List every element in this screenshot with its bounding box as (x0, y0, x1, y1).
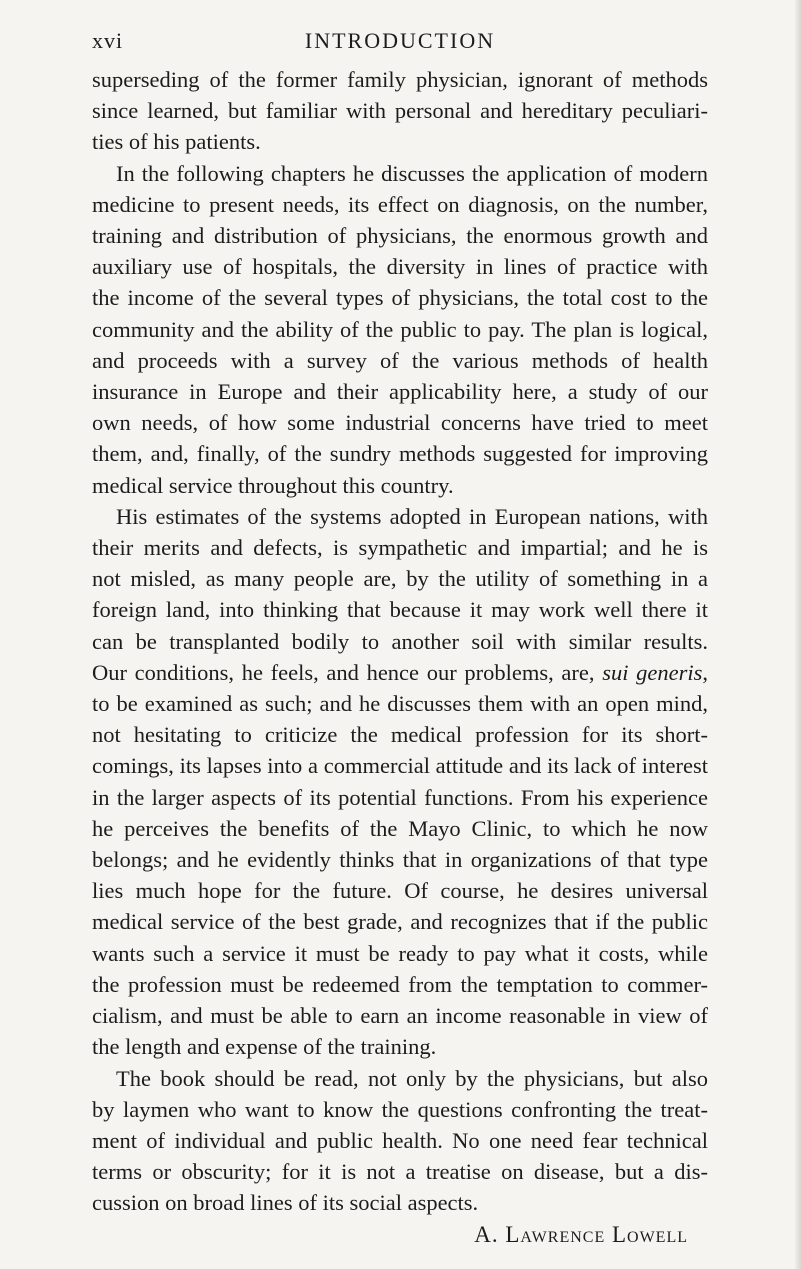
text-line: lies much hope for the future. Of course, he desires universal (92, 878, 708, 904)
italic-phrase: sui generis (602, 659, 703, 685)
text-line: own needs, of how some industrial concerns have tried to meet (92, 410, 708, 436)
text-line: medical service throughout this country. (92, 472, 454, 498)
text-line: His estimates of the systems adopted in European nations, with (116, 503, 708, 529)
text-line: The book should be read, not only by the physicians, but also (116, 1065, 708, 1091)
page-header (92, 28, 708, 60)
text-line: comings, its lapses into a commercial attitude and its lack of interest (92, 753, 708, 779)
text-line: wants such a service it must be ready to pay what it costs, while (92, 940, 708, 966)
text-line: training and distribution of physicians, the enormous growth and (92, 223, 708, 249)
text-line-with-italic: Our conditions, he feels, and hence our problems, are, sui generis, (92, 659, 709, 685)
text-line: medicine to present needs, its effect on diagnosis, on the number, (92, 191, 708, 217)
paragraph (92, 64, 708, 158)
text-line: ties of his patients. (92, 129, 261, 155)
text-line: cussion on broad lines of its social aspects. (92, 1190, 479, 1216)
text-line: medical service of the best grade, and recognizes that if the public (92, 909, 708, 935)
text-line: in the larger aspects of its potential functions. From his experience (92, 784, 708, 810)
running-title: INTRODUCTION (304, 28, 496, 53)
body-text (92, 64, 708, 1250)
text-line: auxiliary use of hospitals, the diversity in lines of practice with (92, 254, 708, 280)
page-number: xvi (92, 28, 124, 53)
text-line: community and the ability of the public to pay. The plan is logical, (92, 316, 708, 342)
text-line: can be transplanted bodily to another soil with similar results. (92, 628, 708, 654)
text-line: terms or obscurity; for it is not a treatise on disease, but a dis- (92, 1159, 708, 1185)
text-line: superseding of the former family physician, ignorant of methods (92, 67, 708, 92)
text-line: to be examined as such; and he discusses them with an open mind, (92, 691, 708, 717)
text-line: the profession must be redeemed from the temptation to commer- (92, 971, 708, 997)
text-line: ment of individual and public health. No one need fear technical (92, 1127, 708, 1153)
paragraph (92, 158, 708, 501)
text-line: not misled, as many people are, by the utility of something in a (92, 566, 708, 592)
text-line: belongs; and he evidently thinks that in organizations of that type (92, 847, 708, 873)
text-line: In the following chapters he discusses the application of modern (116, 160, 708, 186)
text-line: by laymen who want to know the questions confronting the treat- (92, 1096, 708, 1122)
text-line: the income of the several types of physicians, the total cost to the (92, 285, 708, 311)
signature: A. Lawrence Lowell (474, 1221, 688, 1247)
paragraph (92, 501, 708, 1063)
text-line: not hesitating to criticize the medical profession for its short- (92, 722, 708, 748)
page-edge-shadow (795, 0, 801, 1269)
text-line: insurance in Europe and their applicability here, a study of our (92, 379, 708, 405)
text-line: their merits and defects, is sympathetic and impartial; and he is (92, 535, 708, 561)
text-line: he perceives the benefits of the Mayo Clinic, to which he now (92, 815, 708, 841)
paragraph (92, 1063, 708, 1219)
text-line: and proceeds with a survey of the various methods of health (92, 347, 708, 373)
text-line: since learned, but familiar with personal and hereditary peculiari- (92, 98, 708, 124)
text-line: the length and expense of the training. (92, 1034, 437, 1060)
text-line: them, and, finally, of the sundry methods suggested for improving (92, 441, 708, 467)
text-line: foreign land, into thinking that because it may work well there it (92, 597, 708, 623)
text-line: cialism, and must be able to earn an income reasonable in view of (92, 1003, 708, 1029)
